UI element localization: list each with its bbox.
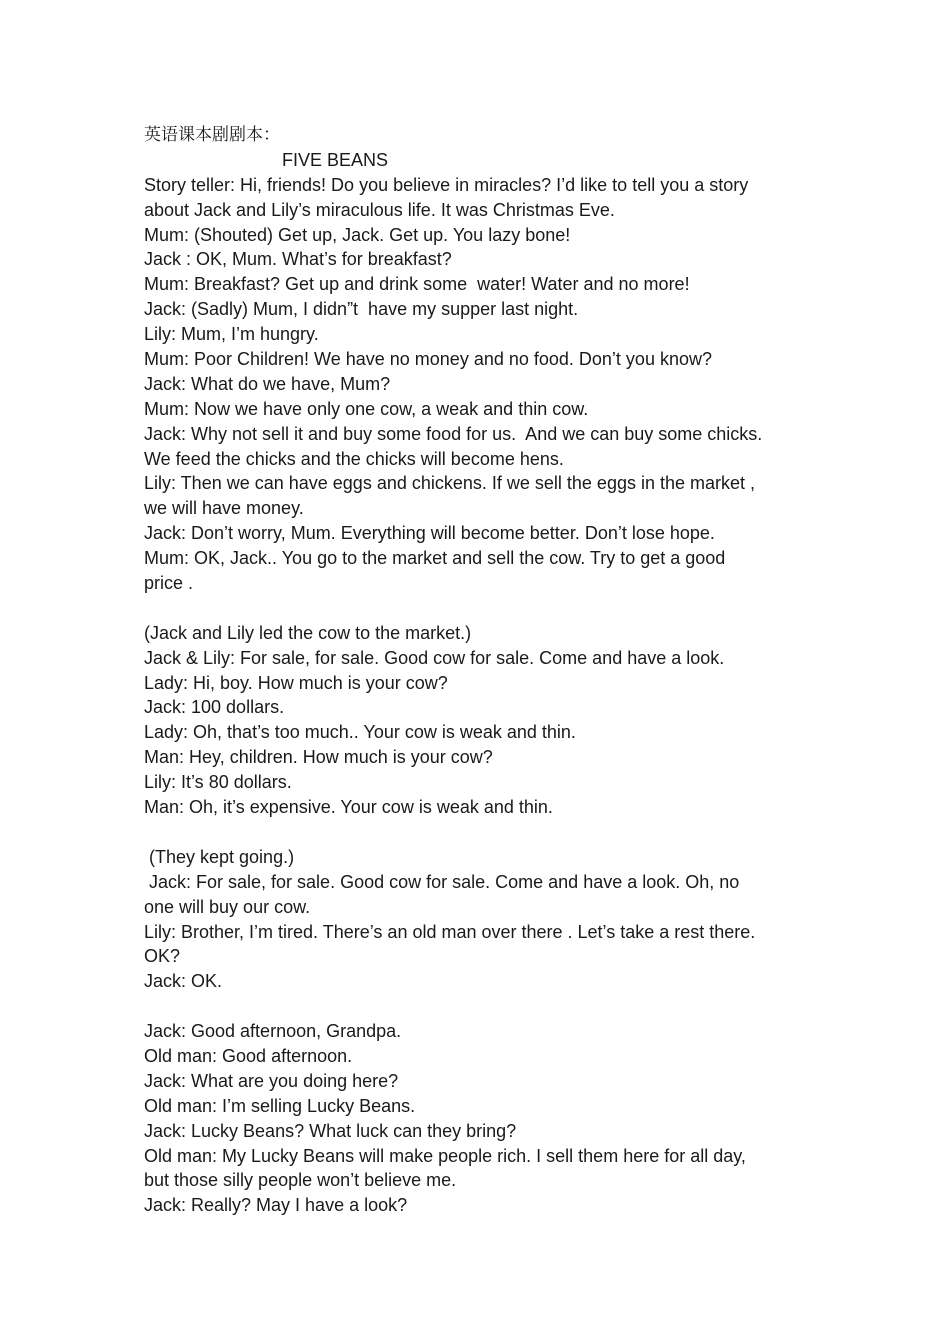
script-line: Man: Hey, children. How much is your cow? <box>144 747 493 768</box>
script-line: Lily: It’s 80 dollars. <box>144 772 292 793</box>
script-line: Old man: I’m selling Lucky Beans. <box>144 1095 416 1116</box>
script-line: Mum: (Shouted) Get up, Jack. Get up. You lazy bone! <box>144 224 571 245</box>
script-line: Jack: 100 dollars. <box>144 697 285 718</box>
blank-line <box>144 994 824 1019</box>
blank-line <box>144 820 824 845</box>
script-line: Mum: Breakfast? Get up and drink some water! Water and no more! <box>144 274 690 295</box>
script-line: Story teller: Hi, friends! Do you believe in miracles? I’d like to tell you a story <box>144 174 749 195</box>
script-line: Jack: Really? May I have a look? <box>144 1195 408 1216</box>
document-heading: 英语课本剧剧本： <box>144 125 280 145</box>
script-line: Old man: My Lucky Beans will make people rich. I sell them here for all day, <box>144 1145 746 1166</box>
script-line: (Jack and Lily led the cow to the market.) <box>144 622 472 643</box>
script-line: (They kept going.) <box>144 846 295 867</box>
script-line: Jack: Good afternoon, Grandpa. <box>144 1021 402 1042</box>
script-line: Lady: Hi, boy. How much is your cow? <box>144 672 448 693</box>
script-line: Mum: OK, Jack.. You go to the market and sell the cow. Try to get a good <box>144 548 726 569</box>
script-page <box>144 123 824 1218</box>
script-line: Old man: Good afternoon. <box>144 1045 353 1066</box>
script-line: about Jack and Lily’s miraculous life. It was Christmas Eve. <box>144 199 615 220</box>
script-line: but those silly people won’t believe me. <box>144 1170 457 1191</box>
document-title: FIVE BEANS <box>282 149 389 170</box>
script-line: one will buy our cow. <box>144 896 311 917</box>
script-line: Jack: Don’t worry, Mum. Everything will become better. Don’t lose hope. <box>144 523 715 544</box>
script-line: Lady: Oh, that’s too much.. Your cow is weak and thin. <box>144 722 576 743</box>
script-line: Jack: (Sadly) Mum, I didn”t have my supper last night. <box>144 299 579 320</box>
script-line: Jack: OK. <box>144 971 223 992</box>
script-line: Lily: Mum, I’m hungry. <box>144 324 319 345</box>
script-line: Jack: Lucky Beans? What luck can they bring? <box>144 1120 517 1141</box>
script-line: price . <box>144 573 194 594</box>
script-line: Lily: Brother, I’m tired. There’s an old man over there . Let’s take a rest there. <box>144 921 756 942</box>
script-line: Jack: Why not sell it and buy some food for us. And we can buy some chicks. <box>144 423 763 444</box>
script-line: Jack: What do we have, Mum? <box>144 373 391 394</box>
script-line: Lily: Then we can have eggs and chickens. If we sell the eggs in the market , <box>144 473 756 494</box>
script-line: Jack : OK, Mum. What’s for breakfast? <box>144 249 452 270</box>
script-line: Mum: Poor Children! We have no money and no food. Don’t you know? <box>144 349 712 370</box>
script-line: Jack: What are you doing here? <box>144 1070 399 1091</box>
script-line: Jack: For sale, for sale. Good cow for sale. Come and have a look. Oh, no <box>144 871 740 892</box>
script-line: Jack & Lily: For sale, for sale. Good cow for sale. Come and have a look. <box>144 647 725 668</box>
script-line: Man: Oh, it’s expensive. Your cow is weak and thin. <box>144 797 553 818</box>
script-line: Mum: Now we have only one cow, a weak and thin cow. <box>144 398 589 419</box>
script-line: we will have money. <box>144 498 304 519</box>
script-body <box>144 173 824 1218</box>
script-line: OK? <box>144 946 181 967</box>
blank-line <box>144 596 824 621</box>
script-line: We feed the chicks and the chicks will become hens. <box>144 448 564 469</box>
